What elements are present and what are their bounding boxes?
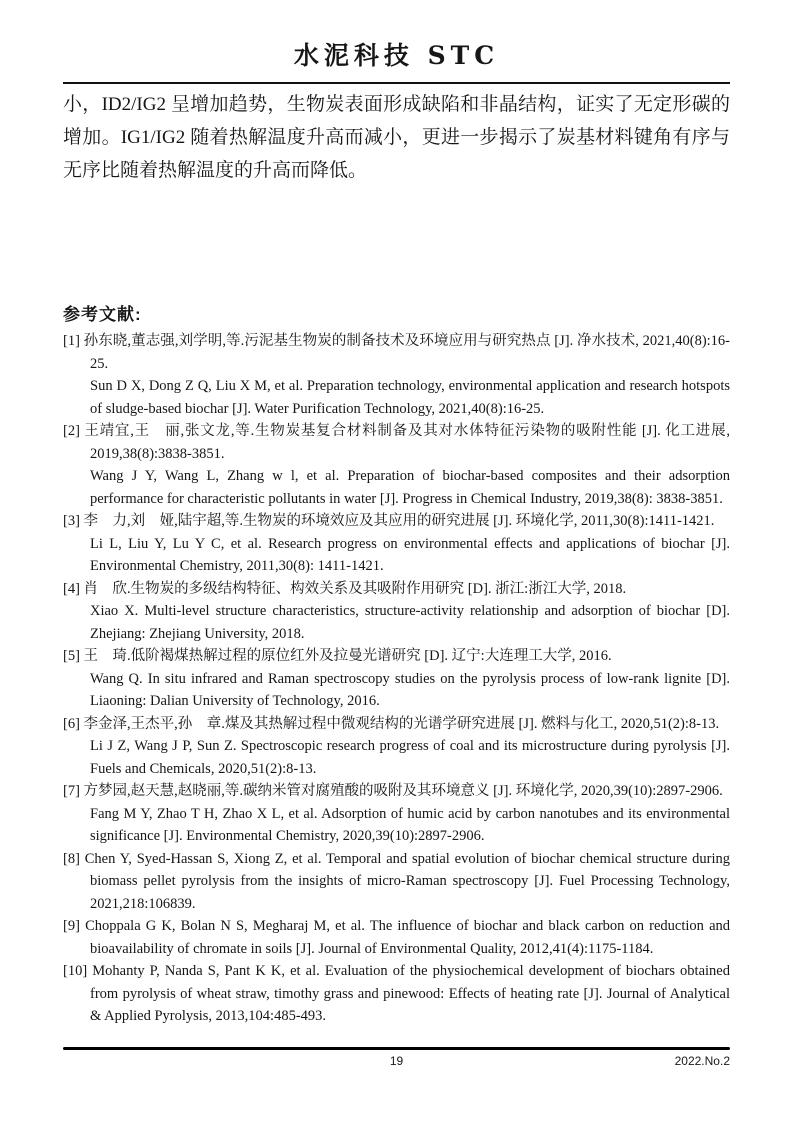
reference-number: [7] xyxy=(63,783,80,799)
reference-number: [3] xyxy=(63,513,80,529)
reference-translated-citation: Li J Z, Wang J P, Sun Z. Spectroscopic research progress of coal and its microstructure during pyrolysis [J]. Fuels and Chemicals, 2020,51(2):8-13. xyxy=(90,738,730,777)
reference-primary-citation xyxy=(63,713,730,736)
reference-primary-text: 肖 欣.生物炭的多级结构特征、构效关系及其吸附作用研究 [D]. 浙江:浙江大学, 2018. xyxy=(83,580,627,597)
reference-number: [6] xyxy=(63,715,80,732)
reference-primary-text: Chen Y, Syed-Hassan S, Xiong Z, et al. Temporal and spatial evolution of biochar chemical structure during biomass pellet pyrolysis from the insights of micro-Raman spectroscopy [J]. Fuel Processing Technology, 2021,218:106839. xyxy=(84,850,730,912)
reference-number: [5] xyxy=(63,648,80,664)
reference-item xyxy=(63,420,730,510)
issue-label: 2022.No.2 xyxy=(674,1054,730,1068)
reference-number: [4] xyxy=(63,580,80,597)
body-paragraph: 小，ID2/IG2 呈增加趋势，生物炭表面形成缺陷和非晶结构，证实了无定形碳的增加。IG1/IG2 随着热解温度升高而减小，更进一步揭示了炭基材料键角有序与无序比随着热解温度的升高而降低。 xyxy=(63,94,730,181)
reference-primary-text: Mohanty P, Nanda S, Pant K K, et al. Evaluation of the physiochemical development of biochars obtained from pyrolysis of wheat straw, timothy grass and pinewood: Effects of heating rate [J]. Journal of Analytical & Applied Pyrolysis, 2013,104:485-493. xyxy=(90,963,730,1024)
reference-number: [8] xyxy=(63,850,80,867)
reference-number: [9] xyxy=(63,918,80,934)
reference-primary-citation xyxy=(63,330,731,375)
reference-translated-citation: Li L, Liu Y, Lu Y C, et al. Research progress on environmental effects and applications of biochar [J]. Environmental Chemistry, 2011,30(8): 1411-1421. xyxy=(90,535,730,574)
footer-rule xyxy=(63,1047,730,1050)
reference-primary-text: 李 力,刘 娅,陆宇超,等.生物炭的环境效应及其应用的研究进展 [J]. 环境化学, 2011,30(8):1411-1421. xyxy=(83,513,715,529)
reference-item xyxy=(63,330,730,420)
reference-primary-citation xyxy=(63,645,730,668)
reference-number: [2] xyxy=(63,423,80,439)
reference-item xyxy=(63,848,730,916)
reference-primary-citation xyxy=(63,915,731,960)
reference-translated-citation: Wang Q. In situ infrared and Raman spectroscopy studies on the pyrolysis process of low-rank lignite [D]. Liaoning: Dalian University of Technology, 2016. xyxy=(90,670,730,709)
reference-primary-text: 方梦园,赵天慧,赵晓丽,等.碳纳米管对腐殖酸的吸附及其环境意义 [J]. 环境化学, 2020,39(10):2897-2906. xyxy=(83,783,723,799)
footer xyxy=(63,1054,730,1072)
reference-item xyxy=(63,713,730,781)
reference-primary-citation xyxy=(63,848,730,916)
reference-primary-text: Choppala G K, Bolan N S, Megharaj M, et al. The influence of biochar and black carbon on reduction and bioavailability of chromate in soils [J]. Journal of Environmental Quality, 2012,41(4):1175-1184. xyxy=(85,918,731,957)
reference-translated-citation: Xiao X. Multi-level structure characteristics, structure-activity relationship and adsorption of biochar [D]. Zhejiang: Zhejiang University, 2018. xyxy=(90,603,730,642)
reference-item xyxy=(63,510,730,578)
reference-translated-citation: Sun D X, Dong Z Q, Liu X M, et al. Preparation technology, environmental application and research hotspots of sludge-based biochar [J]. Water Purification Technology, 2021,40(8):16-25. xyxy=(90,378,730,417)
references-list xyxy=(63,330,730,1028)
reference-primary-citation xyxy=(63,420,730,465)
reference-item xyxy=(63,780,730,848)
reference-primary-text: 王 琦.低阶褐煤热解过程的原位红外及拉曼光谱研究 [D]. 辽宁:大连理工大学, 2016. xyxy=(83,648,612,664)
page-number: 19 xyxy=(389,1054,404,1068)
reference-translated-citation: Wang J Y, Wang L, Zhang w l, et al. Preparation of biochar-based composites and their adsorption performance for characteristic pollutants in water [J]. Progress in Chemical Industry, 2019,38(8): 3838-3851. xyxy=(90,468,730,507)
reference-primary-citation xyxy=(63,510,730,533)
reference-item xyxy=(63,915,730,960)
header-rule xyxy=(63,82,730,84)
reference-item xyxy=(63,645,730,713)
reference-primary-citation xyxy=(63,960,730,1028)
reference-number: [1] xyxy=(63,333,80,349)
reference-number: [10] xyxy=(63,963,88,979)
journal-masthead-title: 水泥科技 STC xyxy=(293,41,500,70)
reference-item xyxy=(63,960,730,1028)
reference-primary-text: 王靖宜,王 丽,张文龙,等.生物炭基复合材料制备及其对水体特征污染物的吸附性能 [J]. 化工进展, 2019,38(8):3838-3851. xyxy=(84,423,730,462)
references-heading: 参考文献: xyxy=(63,305,142,324)
reference-primary-citation xyxy=(63,578,730,601)
reference-primary-text: 孙东晓,董志强,刘学明,等.污泥基生物炭的制备技术及环境应用与研究热点 [J]. 净水技术, 2021,40(8):16-25. xyxy=(83,333,731,372)
reference-translated-citation: Fang M Y, Zhao T H, Zhao X L, et al. Adsorption of humic acid by carbon nanotubes and its environmental significance [J]. Environmental Chemistry, 2020,39(10):2897-2906. xyxy=(90,805,730,844)
reference-primary-citation xyxy=(63,780,730,803)
reference-item xyxy=(63,578,730,646)
reference-primary-text: 李金泽,王杰平,孙 章.煤及其热解过程中微观结构的光谱学研究进展 [J]. 燃料与化工, 2020,51(2):8-13. xyxy=(83,715,720,732)
